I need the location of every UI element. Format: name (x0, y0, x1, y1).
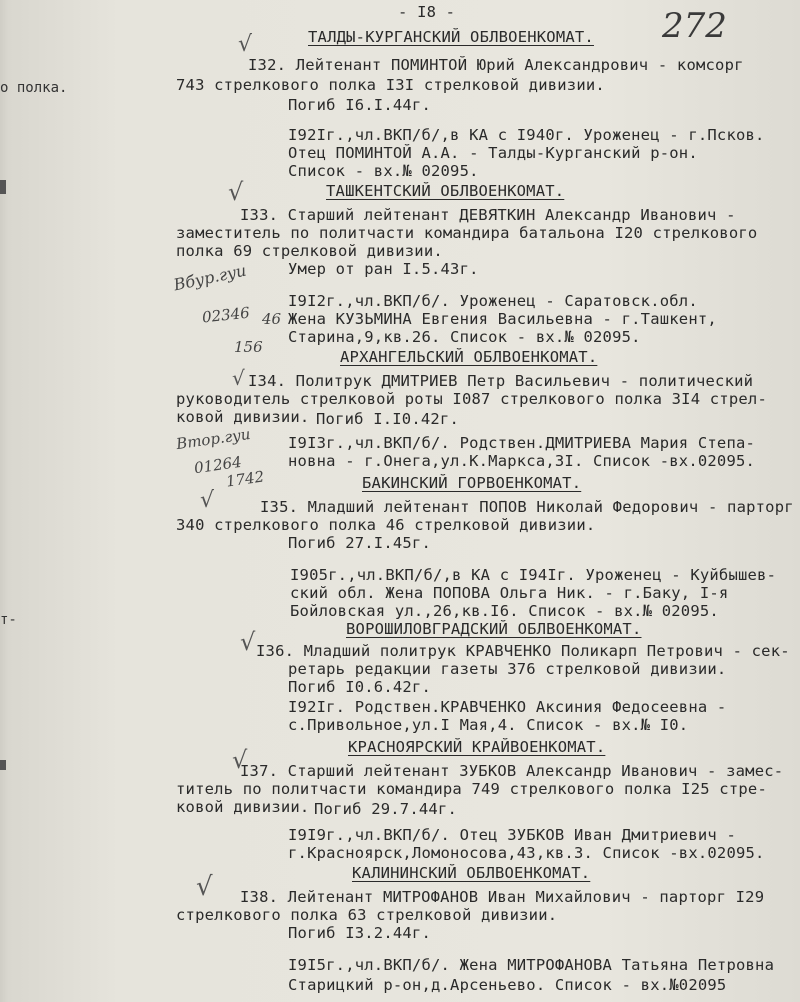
entry-line: I35. Младший лейтенант ПОПОВ Николай Федорович - парторг (260, 498, 794, 516)
checkmark-icon: √ (240, 628, 256, 656)
section-title: КРАСНОЯРСКИЙ КРАЙВОЕНКОМАТ. (348, 738, 606, 756)
entry-line: I34. Политрук ДМИТРИЕВ Петр Васильевич - политический (248, 372, 754, 390)
entry-line: I36. Младший политрук КРАВЧЕНКО Поликарп Петрович - сек- (256, 642, 790, 660)
page-number: - I8 - (398, 3, 456, 21)
entry-line: I37. Старший лейтенант ЗУБКОВ Александр Иванович - замес- (240, 762, 784, 780)
section-title: ВОРОШИЛОВГРАДСКИЙ ОБЛВОЕНКОМАТ. (346, 620, 642, 638)
handwritten-note: Вбур.гуи (171, 260, 248, 295)
checkmark-icon: √ (228, 178, 244, 206)
entry-line: руководитель стрелковой роты I087 стрелкового полка 3I4 стрел- (176, 390, 767, 408)
handwritten-note: 01264 (192, 452, 243, 478)
entry-line: Погиб 29.7.44г. (314, 800, 457, 818)
handwritten-note: 1742 (224, 467, 266, 491)
entry-line: I33. Старший лейтенант ДЕВЯТКИН Александр Иванович - (240, 206, 736, 224)
margin-text-mid: т- (0, 612, 17, 628)
entry-line: Старина,9,кв.26. Список - вх.№ 02095. (288, 328, 641, 346)
handwritten-note: 156 (234, 338, 263, 356)
entry-line: ковой дивизии. (176, 408, 310, 426)
entry-line: стрелкового полка 63 стрелковой дивизии. (176, 906, 558, 924)
entry-line: I38. Лейтенант МИТРОФАНОВ Иван Михайлович - парторг I29 (240, 888, 765, 906)
section-title: КАЛИНИНСКИЙ ОБЛВОЕНКОМАТ. (352, 864, 591, 882)
entry-line: I9I9г.,чл.ВКП/б/. Отец ЗУБКОВ Иван Дмитриевич - (288, 826, 736, 844)
entry-line: I905г.,чл.ВКП/б/,в КА с I94Iг. Уроженец - Куйбышев- (290, 566, 777, 584)
handwritten-note: Втор.гуи (175, 424, 252, 454)
checkmark-icon: √ (232, 366, 245, 390)
section-title: ТАЛДЫ-КУРГАНСКИЙ ОБЛВОЕНКОМАТ. (308, 28, 594, 46)
archive-number: 272 (662, 6, 727, 46)
entry-line: ретарь редакции газеты 376 стрелковой дивизии. (288, 660, 727, 678)
handwritten-note: 46 (262, 310, 282, 328)
entry-line: Погиб I6.I.44г. (288, 96, 431, 114)
entry-line: Бойловская ул.,26,кв.I6. Список - вх.№ 02095. (290, 602, 719, 620)
entry-line: Погиб 27.I.45г. (288, 534, 431, 552)
entry-line: I9I2г.,чл.ВКП/б/. Уроженец - Саратовск.обл. (288, 292, 698, 310)
entry-line: Жена КУЗЬМИНА Евгения Васильевна - г.Ташкент, (288, 310, 717, 328)
entry-line: I92Iг. Родствен.КРАВЧЕНКО Аксиния Федосеевна - (288, 698, 727, 716)
entry-line: 743 стрелкового полка I3I стрелковой дивизии. (176, 76, 605, 94)
entry-line: ский обл. Жена ПОПОВА Ольга Ник. - г.Баку, I-я (290, 584, 729, 602)
checkmark-icon: √ (238, 32, 253, 57)
checkmark-icon: √ (200, 488, 215, 513)
edge-mark (0, 760, 6, 770)
edge-mark (0, 180, 6, 194)
entry-line: Старицкий р-он,д.Арсеньево. Список - вх.№02095 (288, 976, 727, 994)
checkmark-icon: √ (232, 746, 248, 774)
entry-line: I9I3г.,чл.ВКП/б/. Родствен.ДМИТРИЕВА Мария Степа- (288, 434, 756, 452)
entry-line: Умер от ран I.5.43г. (288, 260, 479, 278)
entry-line: I32. Лейтенант ПОМИНТОЙ Юрий Александрович - комсорг (248, 56, 744, 74)
entry-line: полка 69 стрелковой дивизии. (176, 242, 443, 260)
entry-line: 340 стрелкового полка 46 стрелковой дивизии. (176, 516, 596, 534)
entry-line: заместитель по политчасти командира батальона I20 стрелкового (176, 224, 758, 242)
checkmark-icon: √ (196, 872, 213, 902)
entry-line: Погиб I0.6.42г. (288, 678, 431, 696)
entry-line: Список - вх.№ 02095. (288, 162, 479, 180)
entry-line: Погиб I3.2.44г. (288, 924, 431, 942)
entry-line: I9I5г.,чл.ВКП/б/. Жена МИТРОФАНОВА Татьяна Петровна (288, 956, 775, 974)
entry-line: г.Красноярск,Ломоносова,43,кв.3. Список -вх.02095. (288, 844, 765, 862)
entry-line: с.Привольное,ул.I Мая,4. Список - вх.№ I0. (288, 716, 689, 734)
entry-line: титель по политчасти командира 749 стрелкового полка I25 стре- (176, 780, 767, 798)
margin-text-top: о полка. (0, 80, 68, 96)
entry-line: I92Iг.,чл.ВКП/б/,в КА с I940г. Уроженец - г.Псков. (288, 126, 765, 144)
section-title: БАКИНСКИЙ ГОРВОЕНКОМАТ. (362, 474, 582, 492)
entry-line: ковой дивизии. (176, 798, 310, 816)
entry-line: Погиб I.I0.42г. (316, 410, 459, 428)
entry-line: Отец ПОМИНТОЙ А.А. - Талды-Курганский р-он. (288, 144, 698, 162)
section-title: ТАШКЕНТСКИЙ ОБЛВОЕНКОМАТ. (326, 182, 565, 200)
entry-line: новна - г.Онега,ул.К.Маркса,3I. Список -вх.02095. (288, 452, 756, 470)
handwritten-note: 02346 (201, 303, 251, 327)
section-title: АРХАНГЕЛЬСКИЙ ОБЛВОЕНКОМАТ. (340, 348, 598, 366)
